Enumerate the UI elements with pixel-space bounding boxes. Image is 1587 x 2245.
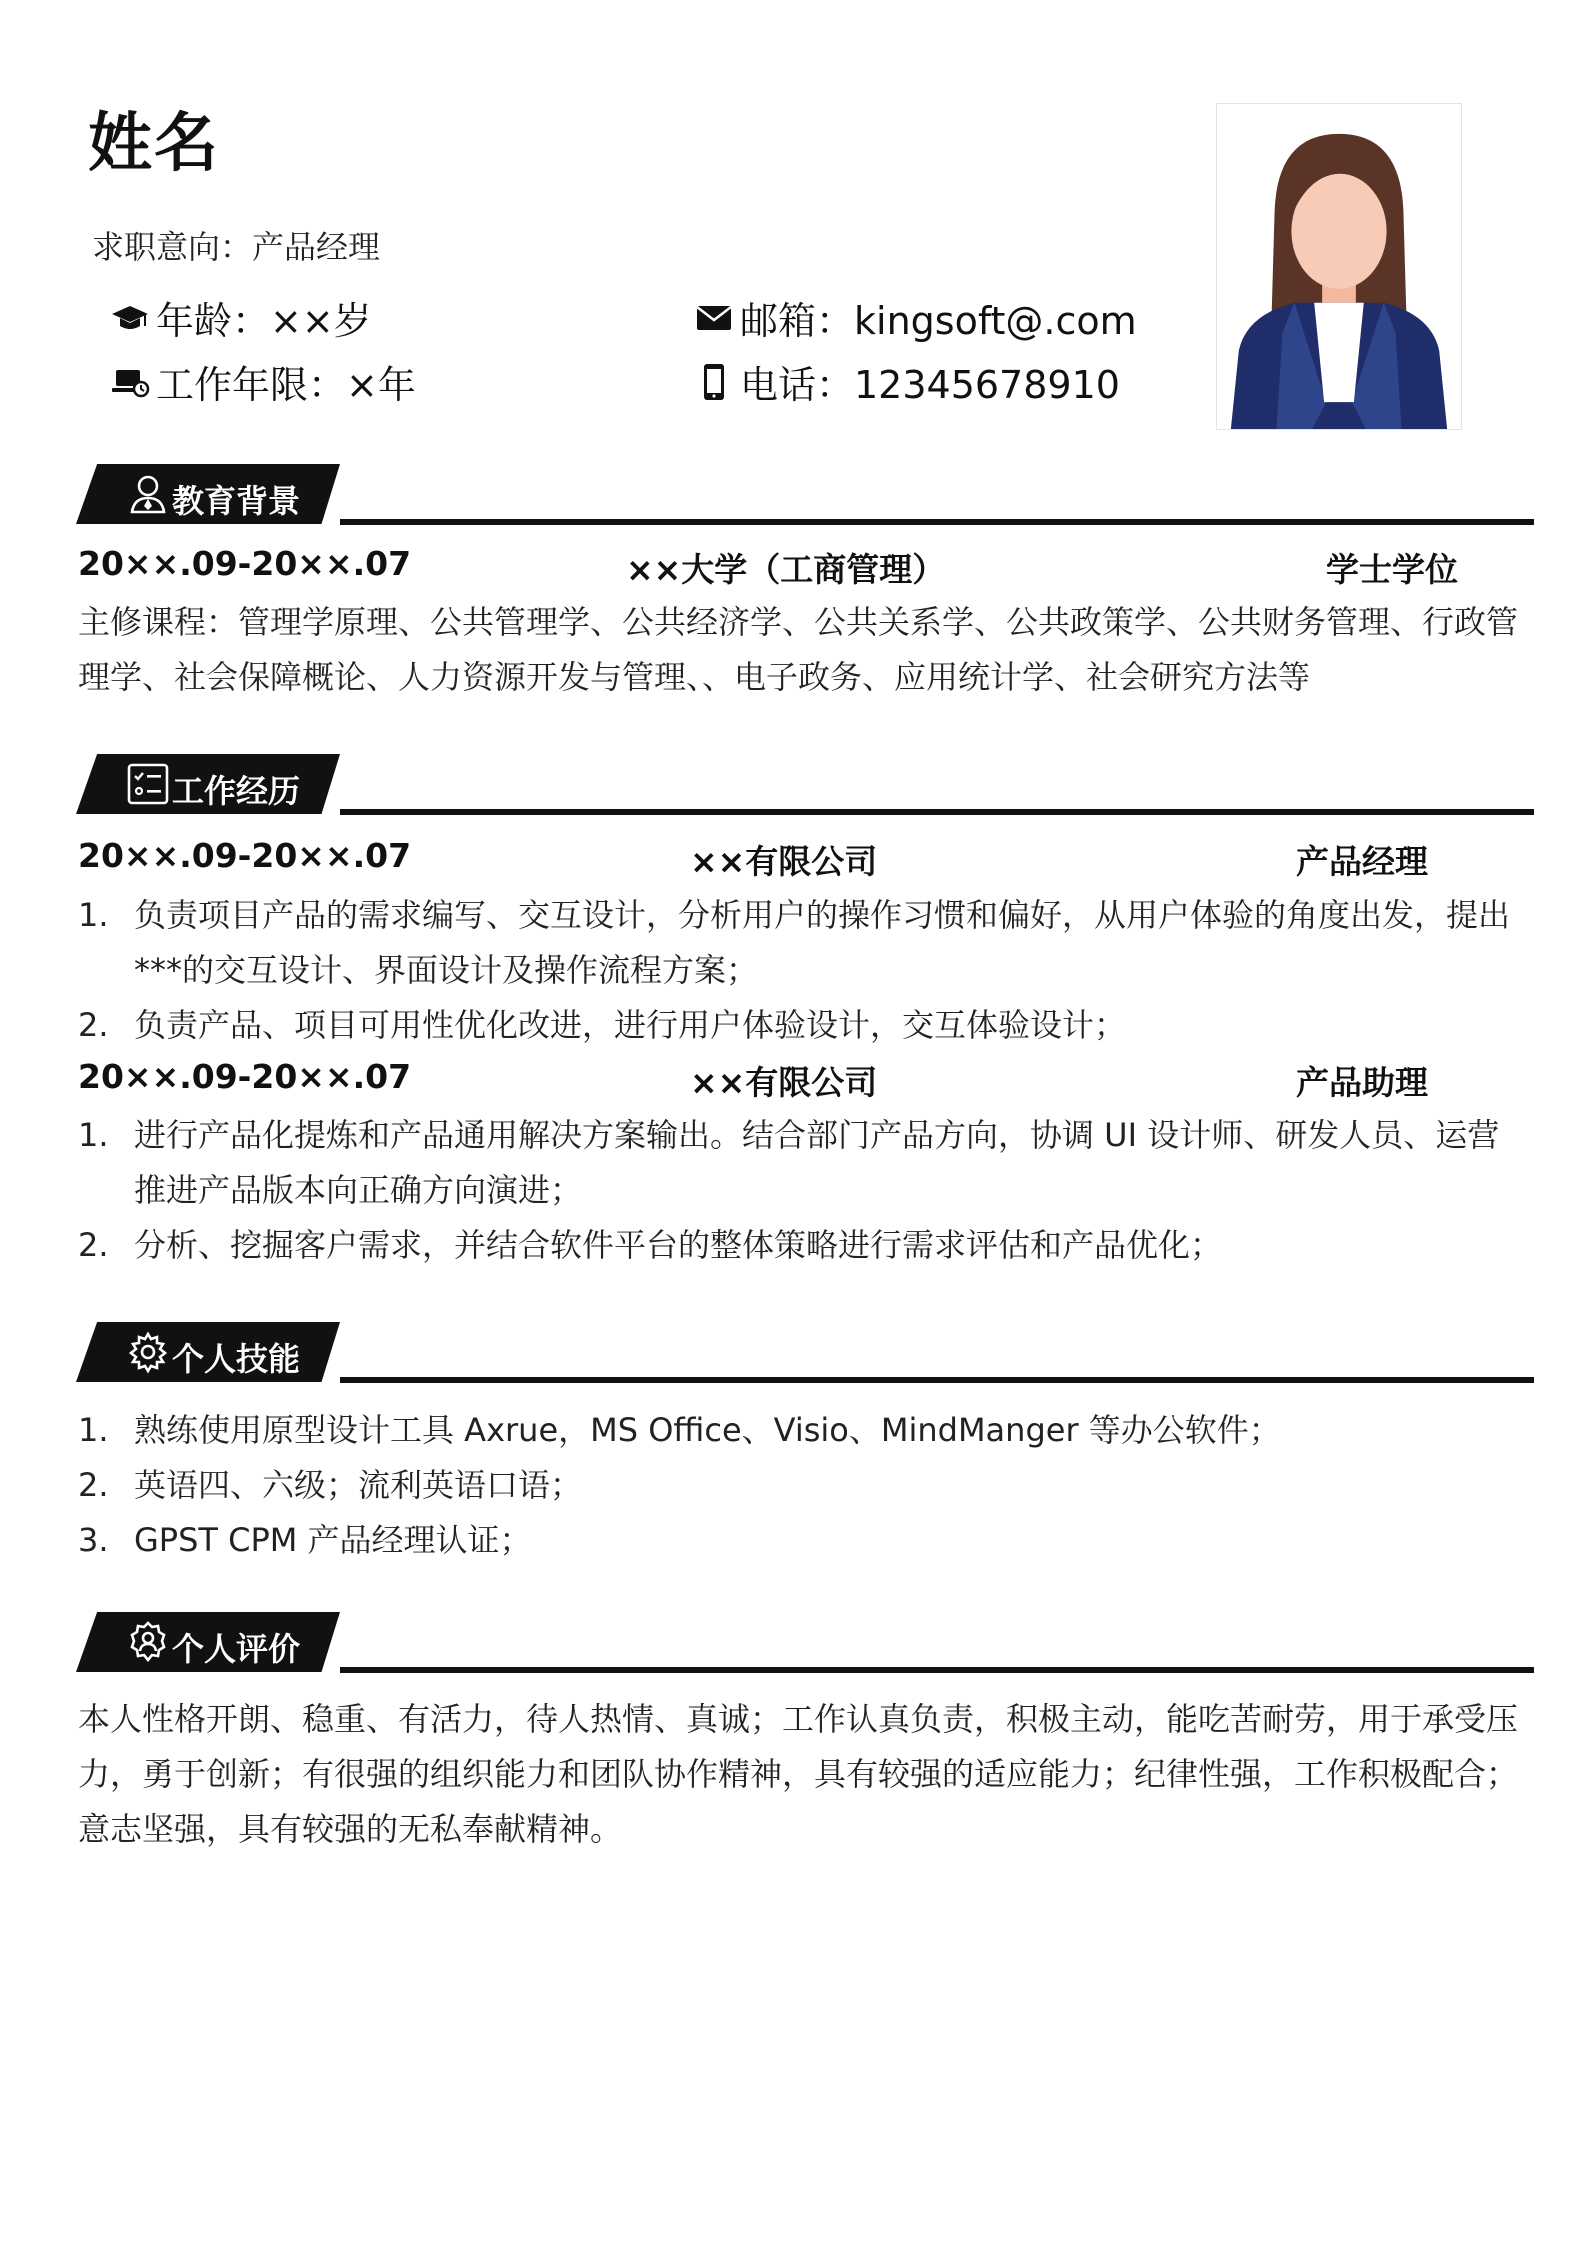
student-icon [126,472,170,516]
list-number: 1. [78,896,109,934]
list-number: 2. [78,1006,109,1044]
work-years-text: 工作年限：×年 [156,363,416,407]
list-item [78,1403,1526,1458]
list-number: 3. [78,1521,109,1559]
list-item [78,1513,1526,1568]
work-years-row [108,354,416,409]
email-row [692,290,1137,345]
list-item [78,1458,1526,1513]
job-role: 产品助理 [1296,1063,1428,1102]
list-text: 负责产品、项目可用性优化改进，进行用户体验设计，交互体验设计； [134,1006,1127,1044]
list-text: 熟练使用原型设计工具 Axrue，MS Office、Visio、MindManger 等办公软件； [134,1411,1281,1449]
checklist-icon [126,762,170,806]
section-title-skills: 个人技能 [172,1340,301,1378]
education-courses: 主修课程：管理学原理、公共管理学、公共经济学、公共关系学、公共政策学、公共财务管理、行政管理学、社会保障概论、人力资源开发与管理、、电子政务、应用统计学、社会研究方法等 [78,603,1519,696]
age-row [108,290,372,345]
badge-person-icon [126,1620,170,1664]
list-item [78,1108,1526,1218]
laptop-clock-icon [108,360,152,404]
education-degree: 学士学位 [1326,550,1458,589]
job-period: 20××.09-20××.07 [78,836,412,875]
envelope-icon [692,296,736,340]
list-number: 1. [78,1116,109,1154]
email-text: 邮箱：kingsoft@.com [740,299,1137,343]
section-work [76,754,1534,820]
list-item [78,888,1526,998]
job-company: ××有限公司 [690,842,878,881]
job-period: 20××.09-20××.07 [78,1057,412,1096]
section-title-evaluation: 个人评价 [172,1630,301,1668]
section-education [76,464,1534,530]
job-intent: 求职意向：产品经理 [92,228,381,266]
age-text: 年龄：××岁 [156,299,372,343]
education-school: ××大学（工商管理） [626,550,946,589]
section-title-education: 教育背景 [172,482,301,520]
section-rule [340,1667,1534,1673]
list-number: 2. [78,1466,109,1504]
gear-icon [126,1330,170,1374]
profile-photo [1216,103,1462,430]
resume-name: 姓名 [88,107,220,181]
job-row-1 [78,836,1536,880]
list-text: 分析、挖掘客户需求，并结合软件平台的整体策略进行需求评估和产品优化； [134,1226,1223,1264]
section-evaluation [76,1612,1534,1678]
evaluation-text: 本人性格开朗、稳重、有活力，待人热情、真诚；工作认真负责，积极主动，能吃苦耐劳，用于承受压力，勇于创新；有很强的组织能力和团队协作精神，具有较强的适应能力；纪律性强，工作积极配合；意志坚强，具有较强的无私奉献精神。 [78,1700,1519,1848]
list-item [78,998,1526,1053]
list-number: 1. [78,1411,109,1449]
phone-text: 电话：12345678910 [740,363,1120,407]
list-text: 进行产品化提炼和产品通用解决方案输出。结合部门产品方向，协调 UI 设计师、研发人员、运营推进产品版本向正确方向演进； [134,1116,1500,1209]
mobile-phone-icon [692,360,736,404]
section-rule [340,519,1534,525]
list-text: 英语四、六级；流利英语口语； [134,1466,583,1504]
job-row-2 [78,1057,1536,1101]
section-skills [76,1322,1534,1388]
list-text: 负责项目产品的需求编写、交互设计，分析用户的操作习惯和偏好，从用户体验的角度出发，提出***的交互设计、界面设计及操作流程方案； [134,896,1511,989]
list-text: GPST CPM 产品经理认证； [134,1521,532,1559]
graduation-cap-icon [108,296,152,340]
section-rule [340,1377,1534,1383]
education-row [78,544,1536,588]
education-period: 20××.09-20××.07 [78,544,412,583]
list-number: 2. [78,1226,109,1264]
job-role: 产品经理 [1296,842,1428,881]
section-title-work: 工作经历 [172,772,301,810]
phone-row [692,354,1120,409]
job-company: ××有限公司 [690,1063,878,1102]
list-item [78,1218,1526,1273]
section-rule [340,809,1534,815]
